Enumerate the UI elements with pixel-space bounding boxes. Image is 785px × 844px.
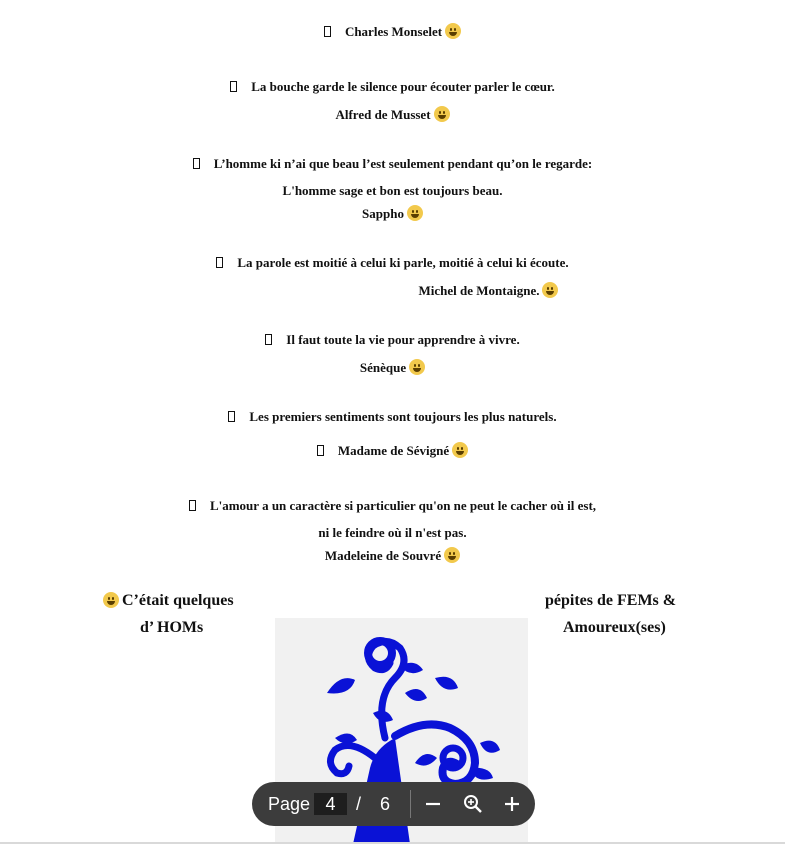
quote-text: L'amour a un caractère si particulier qu'on ne peut le cacher où il est, bbox=[209, 498, 597, 513]
closing-right-line-2: Amoureux(ses) bbox=[563, 619, 666, 636]
zoom-in-button[interactable] bbox=[500, 792, 524, 816]
quote-2-text bbox=[0, 79, 785, 95]
quote-author: Sappho bbox=[362, 206, 404, 221]
quote-5-author-line bbox=[0, 359, 785, 376]
closing-right-line-1: pépites de FEMs & bbox=[545, 592, 677, 609]
quote-text-continued: ni le feindre où il n'est pas. bbox=[318, 525, 467, 540]
quote-author: Madame de Sévigné bbox=[337, 443, 450, 458]
bullet-box-icon bbox=[265, 334, 272, 345]
smiling-face-icon bbox=[103, 592, 119, 608]
bullet-box-icon bbox=[228, 411, 235, 422]
quote-author: Charles Monselet bbox=[344, 24, 443, 39]
closing-left-line-1: C’était quelques bbox=[103, 592, 234, 610]
current-page-input[interactable]: 4 bbox=[314, 793, 347, 815]
zoom-magnifier-icon bbox=[461, 792, 485, 816]
smiling-face-icon bbox=[409, 359, 425, 375]
zoom-out-button[interactable] bbox=[421, 792, 445, 816]
quote-2-author-line bbox=[0, 106, 785, 123]
bullet-box-icon bbox=[230, 81, 237, 92]
quote-6-text bbox=[0, 409, 785, 425]
quote-author: Michel de Montaigne. bbox=[418, 283, 540, 298]
smiling-face-icon bbox=[434, 106, 450, 122]
pdf-page-toolbar bbox=[252, 782, 535, 826]
closing-left-line-2: d’ HOMs bbox=[140, 619, 204, 636]
quote-text: Les premiers sentiments sont toujours les plus naturels. bbox=[249, 409, 557, 424]
quote-text: La bouche garde le silence pour écouter parler le cœur. bbox=[251, 79, 555, 94]
smiling-face-icon bbox=[407, 205, 423, 221]
quote-author: Sénèque bbox=[359, 360, 407, 375]
bullet-box-icon bbox=[193, 158, 200, 169]
quote-3-author-line bbox=[0, 205, 785, 222]
toolbar-divider bbox=[410, 790, 411, 818]
quote-3-text-2 bbox=[0, 183, 785, 199]
fit-zoom-button[interactable] bbox=[461, 792, 485, 816]
quote-7-text-2 bbox=[0, 525, 785, 541]
smiling-face-icon bbox=[452, 442, 468, 458]
total-pages: 6 bbox=[380, 794, 391, 814]
quote-text-continued: L'homme sage et bon est toujours beau. bbox=[282, 183, 503, 198]
quote-text: Il faut toute la vie pour apprendre à vivre. bbox=[286, 332, 520, 347]
quote-4-text bbox=[0, 255, 785, 271]
quote-text: L’homme ki n’ai que beau l’est seulement pendant qu’on le regarde: bbox=[213, 156, 593, 171]
page-separator: / bbox=[356, 794, 362, 814]
quote-1-author-line bbox=[0, 23, 785, 40]
quote-5-text bbox=[0, 332, 785, 348]
minus-icon bbox=[421, 792, 445, 816]
quote-author: Alfred de Musset bbox=[335, 107, 431, 122]
quote-6-author-line bbox=[0, 442, 785, 459]
bullet-box-icon bbox=[216, 257, 223, 268]
smiling-face-icon bbox=[445, 23, 461, 39]
quote-7-text bbox=[0, 498, 785, 514]
smiling-face-icon bbox=[444, 547, 460, 563]
bullet-box-icon bbox=[189, 500, 196, 511]
quote-3-text bbox=[0, 156, 785, 172]
plus-icon bbox=[500, 792, 524, 816]
bullet-box-icon bbox=[324, 26, 331, 37]
page-label: Page bbox=[268, 794, 311, 814]
quote-4-author-line bbox=[96, 282, 785, 299]
quote-author: Madeleine de Souvré bbox=[324, 548, 442, 563]
quote-7-author-line bbox=[0, 547, 785, 564]
smiling-face-icon bbox=[542, 282, 558, 298]
bullet-box-icon bbox=[317, 445, 324, 456]
quote-text: La parole est moitié à celui ki parle, moitié à celui ki écoute. bbox=[237, 255, 569, 270]
